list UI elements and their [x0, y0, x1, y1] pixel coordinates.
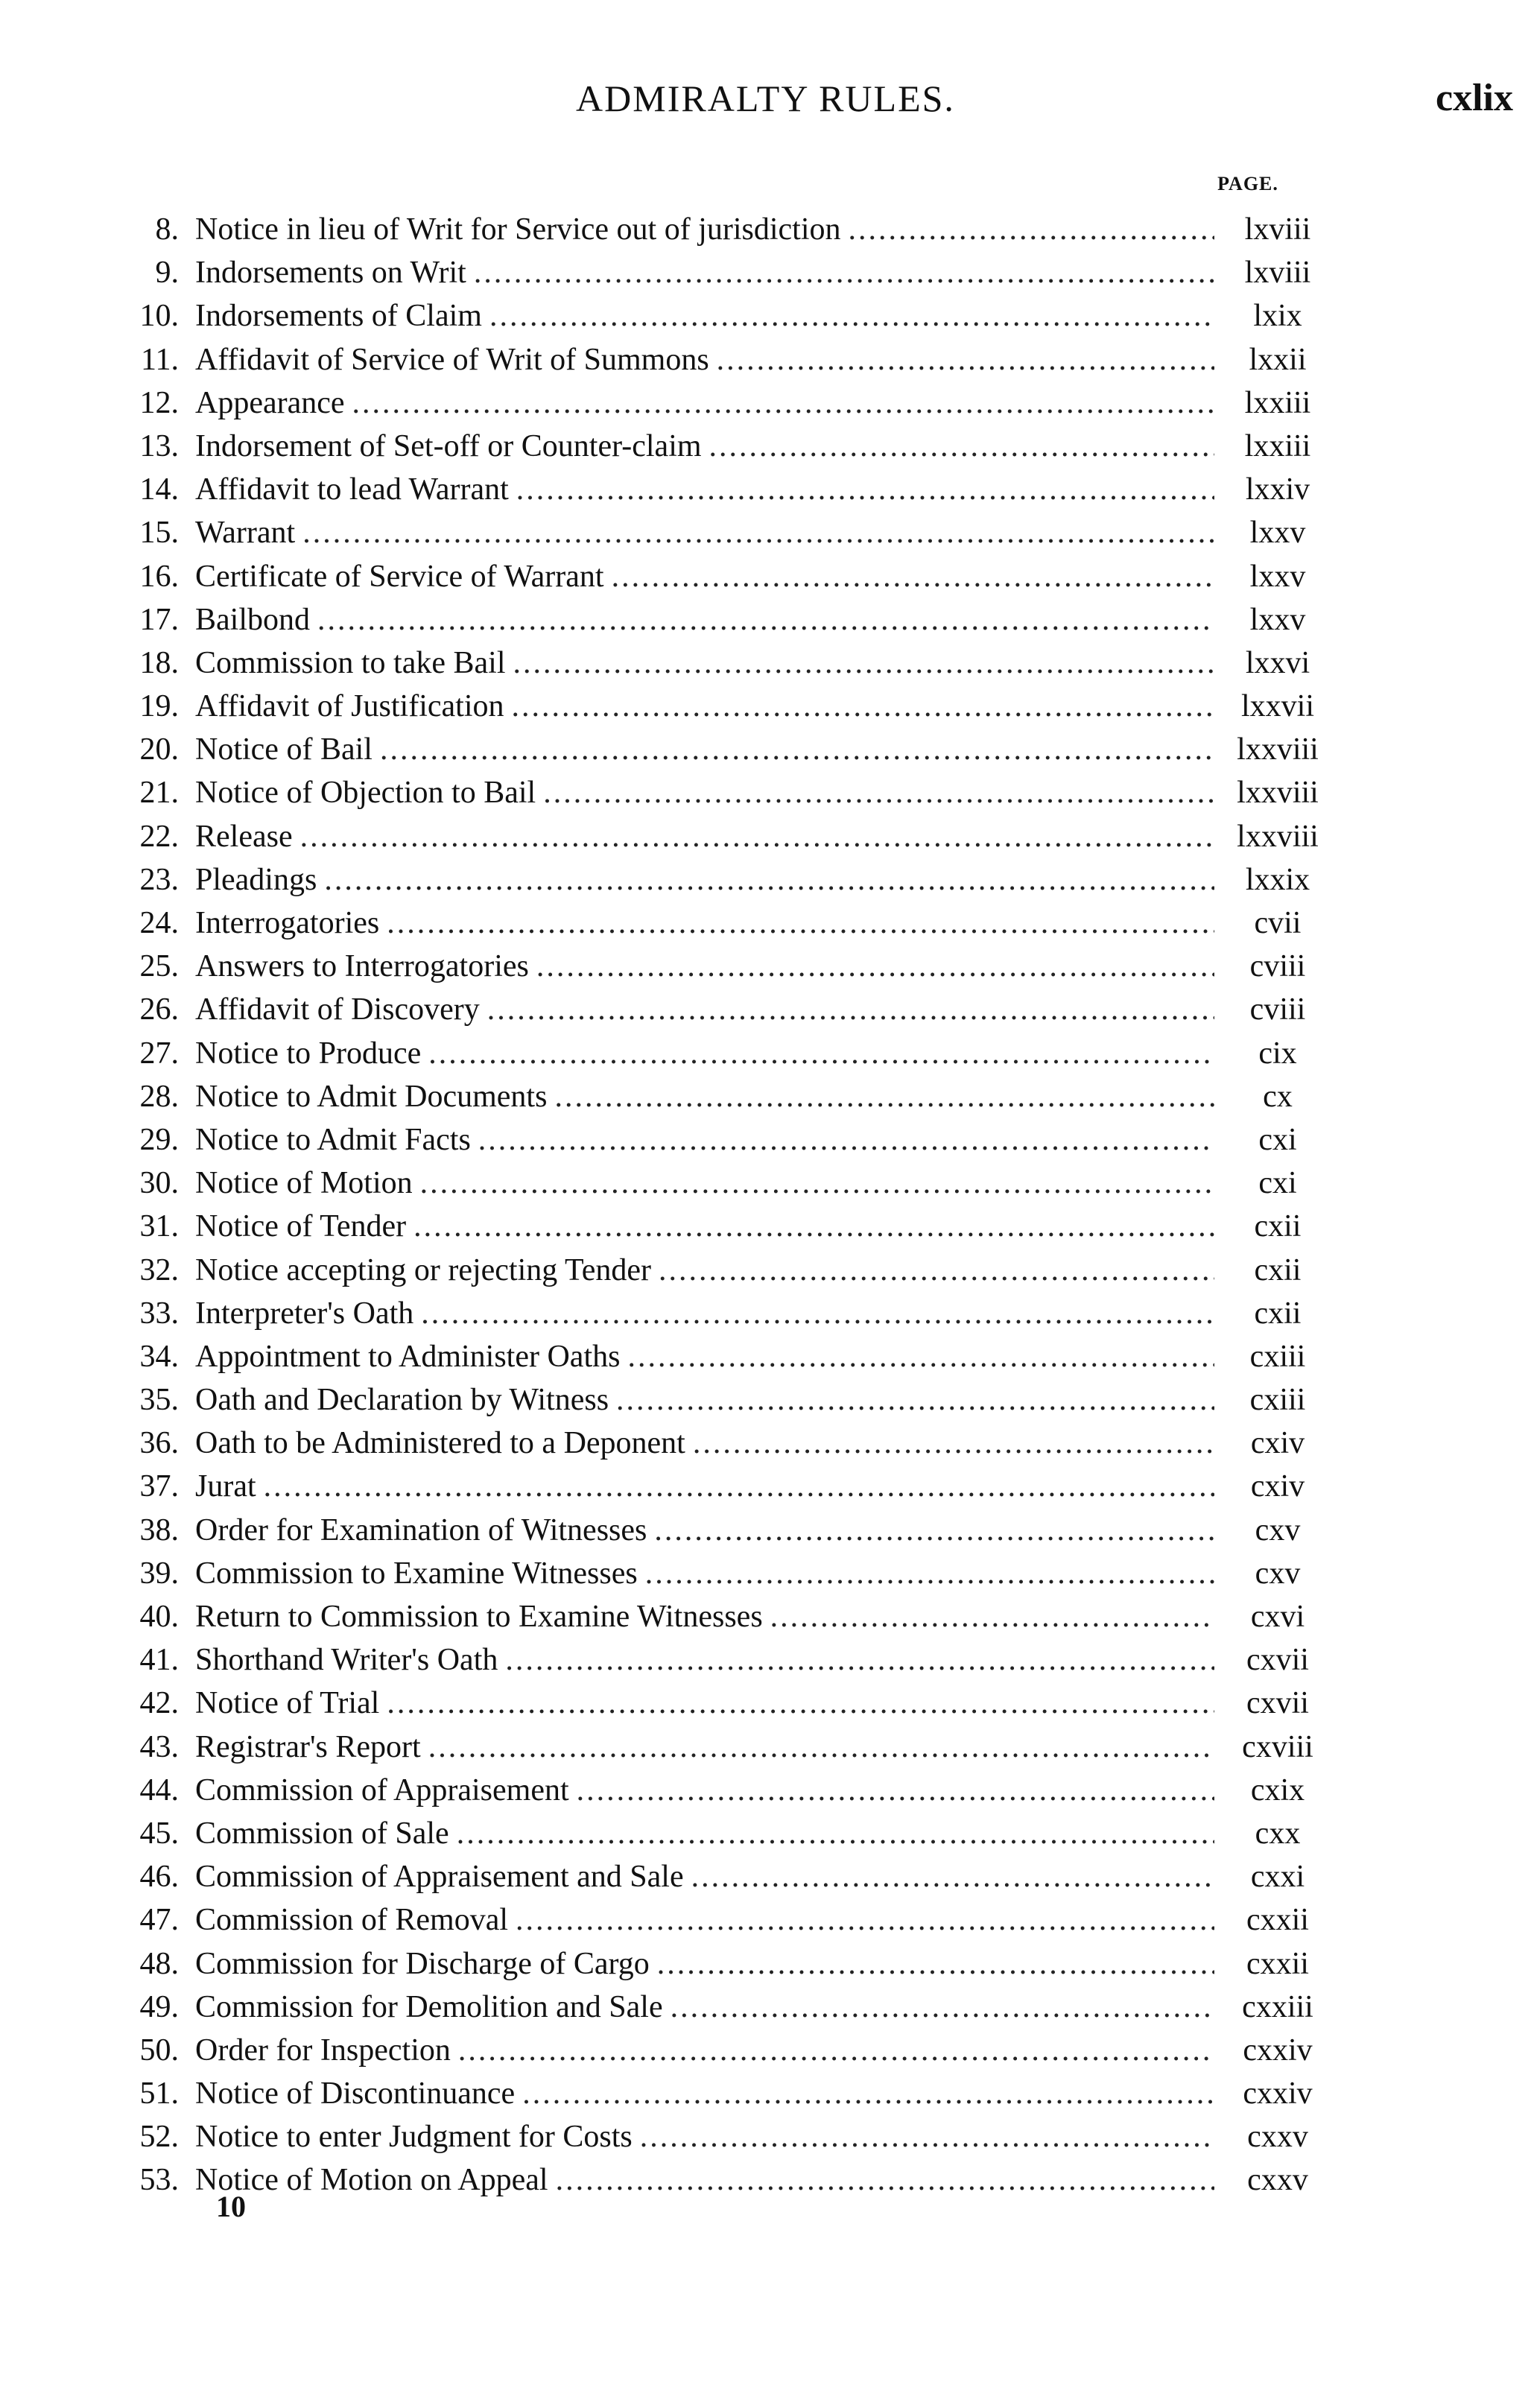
entry-page: cix [1258, 1036, 1297, 1071]
entry-title: Affidavit of Discovery [195, 992, 480, 1027]
entry-number: 34. [139, 1339, 179, 1374]
entry-page: cxii [1254, 1296, 1302, 1331]
entry-page: cxviii [1242, 1729, 1313, 1764]
entry-number: 43. [139, 1729, 179, 1764]
entry-number: 8. [155, 212, 179, 247]
entry-number: 10. [139, 299, 179, 334]
entry-number: 41. [139, 1643, 179, 1678]
page-column-header: PAGE. [1217, 173, 1278, 194]
entry-page: cxx [1255, 1816, 1301, 1851]
contents-entry [104, 1986, 1334, 2029]
entry-page: lxxv [1249, 559, 1306, 594]
dot-leader [324, 858, 1214, 902]
entry-title: Notice to Produce [195, 1036, 422, 1071]
dot-leader [717, 338, 1214, 381]
entry-title: Order for Examination of Witnesses [195, 1512, 647, 1547]
contents-entry [104, 1509, 1334, 1552]
entry-page: cxi [1258, 1122, 1297, 1157]
contents-entry [104, 1769, 1334, 1812]
entry-page: lxviii [1244, 256, 1311, 291]
entry-page: cx [1263, 1079, 1293, 1114]
entry-number: 13. [139, 428, 179, 463]
dot-leader [612, 555, 1214, 598]
entry-page: lxxviii [1237, 819, 1319, 854]
entry-title: Answers to Interrogatories [195, 949, 529, 984]
dot-leader [554, 1075, 1214, 1118]
dot-leader [770, 1595, 1214, 1638]
entry-page: cxiv [1250, 1426, 1305, 1461]
contents-entry [104, 208, 1334, 251]
entry-page: lxxv [1249, 516, 1306, 551]
dot-leader [511, 685, 1214, 728]
contents-entry [104, 251, 1334, 294]
signature-mark: 10 [216, 2190, 246, 2223]
contents-entry [104, 1726, 1334, 1769]
dot-leader [577, 1769, 1214, 1812]
entry-page: cxxiv [1243, 2076, 1313, 2111]
dot-leader [627, 1335, 1214, 1378]
entry-title: Pleadings [195, 862, 317, 897]
dot-leader [487, 988, 1214, 1031]
running-title: ADMIRALTY RULES. [576, 77, 955, 119]
contents-entry [104, 988, 1334, 1031]
entry-number: 35. [139, 1383, 179, 1418]
entry-title: Notice of Trial [195, 1686, 380, 1721]
entry-title: Notice of Motion [195, 1166, 413, 1201]
entry-title: Release [195, 819, 293, 854]
entry-number: 53. [139, 2163, 179, 2198]
contents-entry [104, 468, 1334, 511]
entry-page: cxii [1254, 1252, 1302, 1287]
dot-leader [516, 468, 1214, 511]
entry-title: Commission of Appraisement and Sale [195, 1860, 684, 1895]
entry-page: lxxvi [1245, 645, 1310, 680]
entry-title: Commission of Removal [195, 1903, 508, 1938]
contents-entry [104, 1595, 1334, 1638]
contents-entry [104, 1812, 1334, 1855]
entry-title: Notice of Bail [195, 732, 373, 767]
entry-page: lxxii [1249, 342, 1307, 377]
dot-leader [264, 1465, 1214, 1508]
entry-title: Notice of Objection to Bail [195, 776, 536, 811]
contents-entry [104, 771, 1334, 814]
entry-number: 51. [139, 2076, 179, 2111]
entry-page: cxxii [1246, 1903, 1309, 1938]
dot-leader [300, 815, 1214, 858]
dot-leader [543, 771, 1214, 814]
entry-title: Jurat [195, 1469, 256, 1504]
entry-title: Interpreter's Oath [195, 1296, 414, 1331]
entry-page: cviii [1249, 949, 1306, 984]
entry-title: Commission of Sale [195, 1816, 449, 1851]
entry-page: cxvi [1250, 1600, 1305, 1634]
entry-title: Indorsements on Writ [195, 256, 466, 291]
contents-entry [104, 2115, 1334, 2158]
entry-title: Commission to take Bail [195, 645, 506, 680]
entry-page: cxvii [1246, 1643, 1309, 1678]
entry-number: 44. [139, 1772, 179, 1807]
entry-title: Return to Commission to Examine Witnesses [195, 1600, 763, 1634]
contents-entry [104, 381, 1334, 425]
entry-number: 46. [139, 1860, 179, 1895]
entry-number: 26. [139, 992, 179, 1027]
entry-title: Affidavit to lead Warrant [195, 472, 509, 507]
page-number: cxlix [1436, 77, 1513, 119]
entry-number: 39. [139, 1556, 179, 1591]
contents-entry [104, 338, 1334, 381]
entry-page: lxxiv [1245, 472, 1310, 507]
entry-page: cxxv [1247, 2163, 1308, 2198]
entry-number: 36. [139, 1426, 179, 1461]
entry-page: cxxiii [1242, 1989, 1313, 2024]
contents-entry [104, 858, 1334, 902]
dot-leader [513, 641, 1215, 685]
dot-leader [616, 1378, 1214, 1422]
entry-title: Affidavit of Justification [195, 689, 504, 724]
contents-entry [104, 815, 1334, 858]
contents-entry [104, 1465, 1334, 1508]
entry-page: cvii [1254, 906, 1302, 940]
contents-entry [104, 641, 1334, 685]
dot-leader [691, 1855, 1214, 1898]
dot-leader [302, 511, 1214, 554]
contents-entry [104, 1378, 1334, 1422]
entry-number: 27. [139, 1036, 179, 1071]
contents-entry [104, 511, 1334, 554]
entry-page: lxxviii [1237, 776, 1319, 811]
contents-entry [104, 1162, 1334, 1205]
dot-leader [352, 381, 1214, 425]
entry-title: Commission for Demolition and Sale [195, 1989, 663, 2024]
contents-entry [104, 945, 1334, 988]
entry-number: 20. [139, 732, 179, 767]
dot-leader [420, 1162, 1214, 1205]
entry-title: Oath and Declaration by Witness [195, 1383, 609, 1418]
contents-entry [104, 902, 1334, 945]
entry-number: 19. [139, 689, 179, 724]
contents-entry [104, 294, 1334, 338]
entry-title: Notice to Admit Documents [195, 1079, 548, 1114]
contents-entry [104, 1942, 1334, 1986]
entry-title: Warrant [195, 516, 296, 551]
entry-title: Oath to be Administered to a Deponent [195, 1426, 685, 1461]
dot-leader [489, 294, 1214, 338]
contents-entry [104, 1335, 1334, 1378]
entry-page: cxxv [1247, 2120, 1308, 2155]
contents-entry [104, 685, 1334, 728]
entry-number: 17. [139, 602, 179, 637]
contents-entry [104, 1898, 1334, 1942]
entry-number: 45. [139, 1816, 179, 1851]
entry-page: lxxvii [1240, 689, 1314, 724]
dot-leader [387, 1682, 1214, 1725]
entry-page: lxxiii [1244, 428, 1311, 463]
entry-number: 32. [139, 1252, 179, 1287]
dot-leader [659, 1249, 1214, 1292]
contents-entry [104, 1292, 1334, 1335]
contents-entry [104, 1682, 1334, 1725]
dot-leader [428, 1726, 1214, 1769]
entry-number: 47. [139, 1903, 179, 1938]
dot-leader [317, 598, 1214, 641]
dot-leader [640, 2115, 1214, 2158]
entry-number: 28. [139, 1079, 179, 1114]
entry-title: Indorsements of Claim [195, 299, 482, 334]
dot-leader [428, 1032, 1214, 1075]
dot-leader [474, 251, 1214, 294]
entry-title: Certificate of Service of Warrant [195, 559, 604, 594]
contents-entry [104, 555, 1334, 598]
dot-leader [671, 1986, 1214, 2029]
dot-leader [522, 2072, 1214, 2115]
dot-leader [457, 1812, 1214, 1855]
entry-title: Interrogatories [195, 906, 380, 940]
dot-leader [657, 1942, 1214, 1986]
entry-number: 14. [139, 472, 179, 507]
entry-page: lxviii [1244, 212, 1311, 247]
entry-number: 22. [139, 819, 179, 854]
entry-title: Order for Inspection [195, 2032, 451, 2068]
entry-page: lxxix [1245, 862, 1310, 897]
entry-title: Notice of Motion on Appeal [195, 2163, 548, 2198]
entry-number: 52. [139, 2120, 179, 2155]
entry-title: Commission of Appraisement [195, 1772, 569, 1807]
entry-number: 40. [139, 1600, 179, 1634]
contents-entry [104, 1855, 1334, 1898]
entry-page: lxxv [1249, 602, 1306, 637]
entry-title: Affidavit of Service of Writ of Summons [195, 342, 709, 377]
entry-page: cxxii [1246, 1946, 1309, 1981]
entry-number: 16. [139, 559, 179, 594]
entry-number: 48. [139, 1946, 179, 1981]
dot-leader [478, 1118, 1214, 1162]
entry-page: cxiii [1249, 1383, 1306, 1418]
entry-number: 31. [139, 1209, 179, 1244]
entry-page: lxix [1253, 299, 1302, 334]
entry-page: cxiv [1250, 1469, 1305, 1504]
dot-leader [556, 2158, 1214, 2202]
entry-page: cxxiv [1243, 2032, 1313, 2068]
contents-entry [104, 425, 1334, 468]
entry-title: Registrar's Report [195, 1729, 421, 1764]
contents-entry [104, 1638, 1334, 1682]
contents-entry [104, 2029, 1334, 2072]
entry-page: cxv [1255, 1512, 1301, 1547]
entry-number: 18. [139, 645, 179, 680]
dot-leader [709, 425, 1214, 468]
contents-entry [104, 1118, 1334, 1162]
contents-entry [104, 1249, 1334, 1292]
entry-number: 9. [155, 256, 179, 291]
contents-entry [104, 1422, 1334, 1465]
dot-leader [421, 1292, 1214, 1335]
entry-title: Appointment to Administer Oaths [195, 1339, 621, 1374]
entry-page: cxxi [1250, 1860, 1305, 1895]
dot-leader [413, 1205, 1214, 1248]
dot-leader [693, 1422, 1214, 1465]
entry-number: 49. [139, 1989, 179, 2024]
entry-title: Notice accepting or rejecting Tender [195, 1252, 651, 1287]
contents-entry [104, 598, 1334, 641]
contents-entry [104, 1032, 1334, 1075]
entry-number: 23. [139, 862, 179, 897]
entry-title: Commission for Discharge of Cargo [195, 1946, 650, 1981]
entry-page: cxii [1254, 1209, 1302, 1244]
entry-number: 50. [139, 2032, 179, 2068]
entry-number: 30. [139, 1166, 179, 1201]
entry-title: Notice of Discontinuance [195, 2076, 516, 2111]
entry-number: 15. [139, 516, 179, 551]
contents-entry [104, 1552, 1334, 1595]
entry-page: lxxviii [1237, 732, 1319, 767]
entry-page: cviii [1249, 992, 1306, 1027]
entry-title: Notice to Admit Facts [195, 1122, 471, 1157]
contents-entry [104, 1075, 1334, 1118]
entry-page: lxxiii [1244, 385, 1311, 420]
entry-title: Bailbond [195, 602, 310, 637]
entry-number: 38. [139, 1512, 179, 1547]
contents-list [104, 208, 1334, 2202]
dot-leader [645, 1552, 1214, 1595]
dot-leader [516, 1898, 1214, 1942]
entry-title: Shorthand Writer's Oath [195, 1643, 498, 1678]
entry-number: 29. [139, 1122, 179, 1157]
entry-number: 11. [141, 342, 179, 377]
entry-page: cxi [1258, 1166, 1297, 1201]
dot-leader [505, 1638, 1214, 1682]
entry-title: Notice of Tender [195, 1209, 407, 1244]
dot-leader [387, 902, 1214, 945]
dot-leader [536, 945, 1214, 988]
contents-entry [104, 2072, 1334, 2115]
entry-title: Appearance [195, 385, 345, 420]
entry-title: Commission to Examine Witnesses [195, 1556, 638, 1591]
entry-number: 25. [139, 949, 179, 984]
entry-page: cxix [1250, 1772, 1305, 1807]
entry-title: Notice in lieu of Writ for Service out of jurisdiction [195, 212, 841, 247]
entry-number: 24. [139, 906, 179, 940]
entry-number: 12. [139, 385, 179, 420]
dot-leader [654, 1509, 1214, 1552]
entry-page: cxv [1255, 1556, 1301, 1591]
entry-number: 42. [139, 1686, 179, 1721]
dot-leader [380, 728, 1214, 771]
running-head [0, 69, 1531, 128]
entry-number: 33. [139, 1296, 179, 1331]
entry-page: cxiii [1249, 1339, 1306, 1374]
entry-page: cxvii [1246, 1686, 1309, 1721]
dot-leader [458, 2029, 1214, 2072]
entry-number: 37. [139, 1469, 179, 1504]
entry-number: 21. [139, 776, 179, 811]
entry-title: Notice to enter Judgment for Costs [195, 2120, 633, 2155]
contents-entry [104, 2158, 1334, 2202]
entry-title: Indorsement of Set-off or Counter-claim [195, 428, 702, 463]
contents-entry [104, 1205, 1334, 1248]
dot-leader [849, 208, 1215, 251]
contents-entry [104, 728, 1334, 771]
